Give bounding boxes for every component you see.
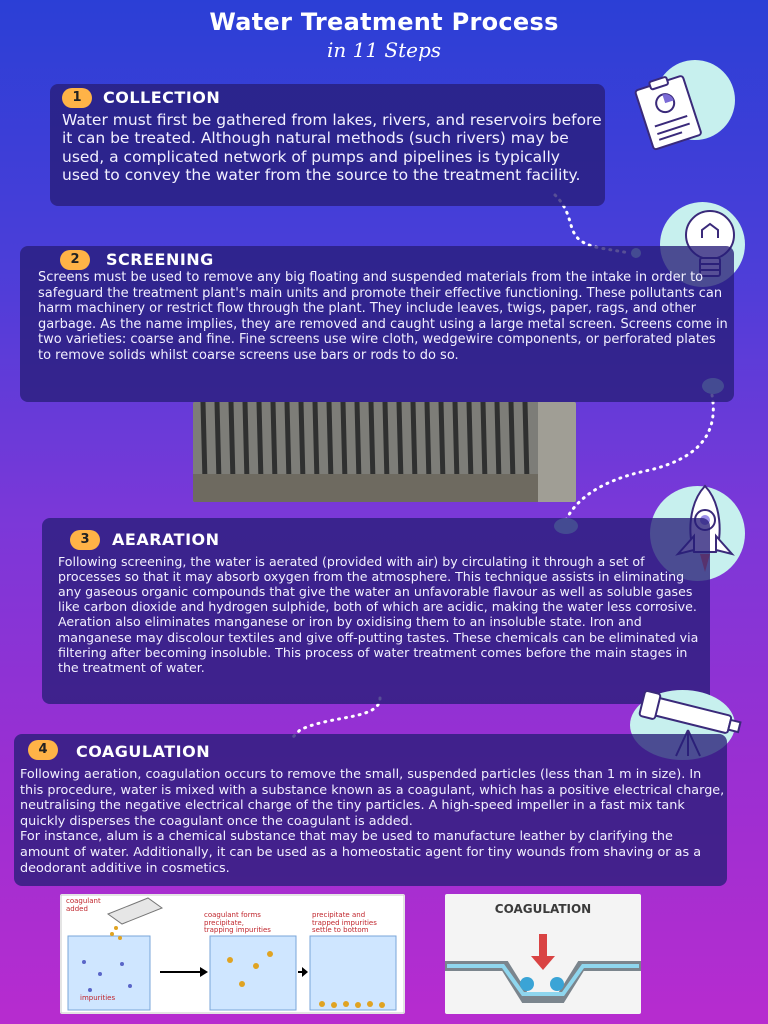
coagulation-image-title: COAGULATION: [494, 902, 592, 916]
screening-image: [193, 402, 576, 502]
diagram-label-added: coagulant added: [66, 897, 101, 913]
step-heading: AEARATION: [112, 530, 220, 549]
step-number-badge: 1: [62, 88, 92, 108]
step-number-badge: 3: [70, 530, 100, 550]
step-heading: COAGULATION: [76, 742, 211, 761]
step-body: Water must first be gathered from lakes, rivers, and reservoirs before it can be treated. Although natural methods (such rivers) may be used, a complicated network of pumps and pipelines is typically used to convey the water from the source to the treatment facility.: [62, 111, 602, 184]
diagram-label-forms: coagulant forms precipitate, trapping impurities: [204, 911, 271, 935]
step-heading: COLLECTION: [103, 88, 221, 107]
step-body: Following screening, the water is aerated (provided with air) by circulating it through a set of processes so that it may absorb oxygen from the atmosphere. This technique assists in eliminating any gaseous organic compounds that give the water an unfavorable flavour as well as soluble gases like carbon dioxide and hydrogen sulphide, both of which are acidic, making the water less corrosive. Aeration also eliminates manganese or iron by oxidising them to an insoluble state. Iron and manganese may discolour textiles and give off-putting tastes. These chemicals can be eliminated via filtering after becoming insoluble. This process of water treatment comes before the main stages in the treatment of water.: [58, 554, 699, 675]
page-subtitle: in 11 Steps: [326, 38, 442, 62]
clipboard-chart-icon: [625, 70, 710, 155]
diagram-label-settle: precipitate and trapped impurities settle to bottom: [312, 911, 377, 935]
step-number-badge: 2: [60, 250, 90, 270]
page-title: Water Treatment Process: [209, 8, 559, 36]
coagulation-image: [445, 894, 641, 1014]
step-heading: SCREENING: [106, 250, 214, 269]
step-number-badge: 4: [28, 740, 58, 760]
diagram-label-impurities: impurities: [80, 994, 116, 1002]
step-body: Following aeration, coagulation occurs to remove the small, suspended particles (less than 1 m in size). In this procedure, water is mixed with a substance known as a coagulant, which has a positive electrical charge, neutralising the negative electrical charge of the tiny particles. A high-speed impeller in a fast mix tank quickly disperses the coagulant once the coagulant is added. For instance, alum is a chemical substance that may be used to manufacture leather by clarifying the amount of water. Additionally, it can be used as a homeostatic agent for tiny wounds from shaving or as a deodorant additive in cosmetics.: [20, 767, 725, 876]
step-body: Screens must be used to remove any big floating and suspended materials from the intake in order to safeguard the treatment plant's main units and promote their effective functioning. These pollutants can harm machinery or restrict flow through the plant. They include leaves, twigs, paper, rags, and other garbage. As the name implies, they are removed and caught using a large metal screen. Screens come in two varieties: coarse and fine. Fine screens use wire cloth, wedgewire components, or perforated plates to remove solids whilst coarse screens use bars or rods to do so.: [38, 270, 728, 363]
coagulation-diagram: [60, 894, 405, 1014]
